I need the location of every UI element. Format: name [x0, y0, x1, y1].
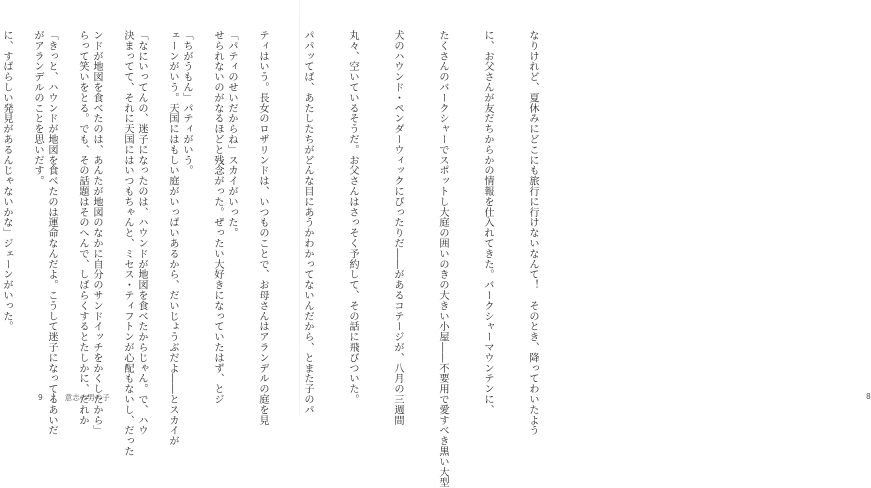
text-line: ェーンがいう。天国にはもしい庭がいっぱいあるから、だいじょうぶだよ――とスカイが — [167, 30, 178, 446]
left-folio — [38, 392, 110, 403]
text-line: なりけれど、夏休みにどこにも旅行に行けないなんて！ そのとき、降ってわいたよう — [527, 30, 538, 436]
text-line: ティはいう。長女のロザリンドは、いつものことで、お母さんはアランデルの庭を見 — [257, 30, 268, 426]
text-line: がアランデルのことを思いだす。 — [32, 30, 43, 186]
text-line: に、お父さんが友だちからかの情報を仕入れてきた。バークシャーマウンテンに、 — [482, 30, 493, 415]
text-line: 決まってて、それに天国にはいつもちゃんと、ミセス・ティフトンが心配もないし、だった — [122, 30, 133, 457]
text-line: 「ちがうもん」パティがいう。 — [181, 30, 192, 176]
text-line: パパッてば、あたしたちがどんな目にあうかわかってないんだから、とまた子のパ — [302, 30, 313, 415]
page-number: 8 — [866, 392, 871, 401]
text-line: 「なにいってんの、迷子になったのは、ハウンドが地図を食べたからじゃん。で、ハウ — [136, 30, 147, 436]
text-line: せられないのがなるほどと残念がった。ぜったい大好きになっていたはず、とジ — [212, 30, 223, 405]
right-folio — [866, 392, 871, 401]
running-head: 意志の男の子 — [64, 393, 110, 402]
text-line: ンドが地図を食べたのは、あんたが地図のなかに自分のサンドイッチをかくしたから」 — [91, 30, 102, 436]
text-line: らって笑いをとる。でも、その話題はそのへんで、しばらくするとたしかに、だれか — [77, 30, 88, 426]
text-line: に、すばらしい発見があるんじゃないかな」ジェーンがいった。 — [1, 30, 12, 332]
text-line: 丸々、空いているそうだ。お父さんはさっそく予約して、その話に飛びついた。 — [347, 30, 358, 405]
text-line: たくさんのバークシャーでスポットし大庭の囲いのきの大きい小屋――不要用で愛すべき黒い大型 — [437, 30, 448, 488]
text-line: 「パティのせいだからね」スカイがいった。 — [226, 30, 237, 238]
text-line: 犬のハウンド・ペンダーウィックにぴったりだ――があるコテージが、八月の三週間 — [392, 30, 403, 426]
page-number: 9 — [38, 393, 43, 402]
text-line: 「きっと、ハウンドが地図を食べたのは運命なんだよ。こうして迷子になってるあいだ — [46, 30, 57, 436]
folio-divider — [53, 393, 60, 401]
